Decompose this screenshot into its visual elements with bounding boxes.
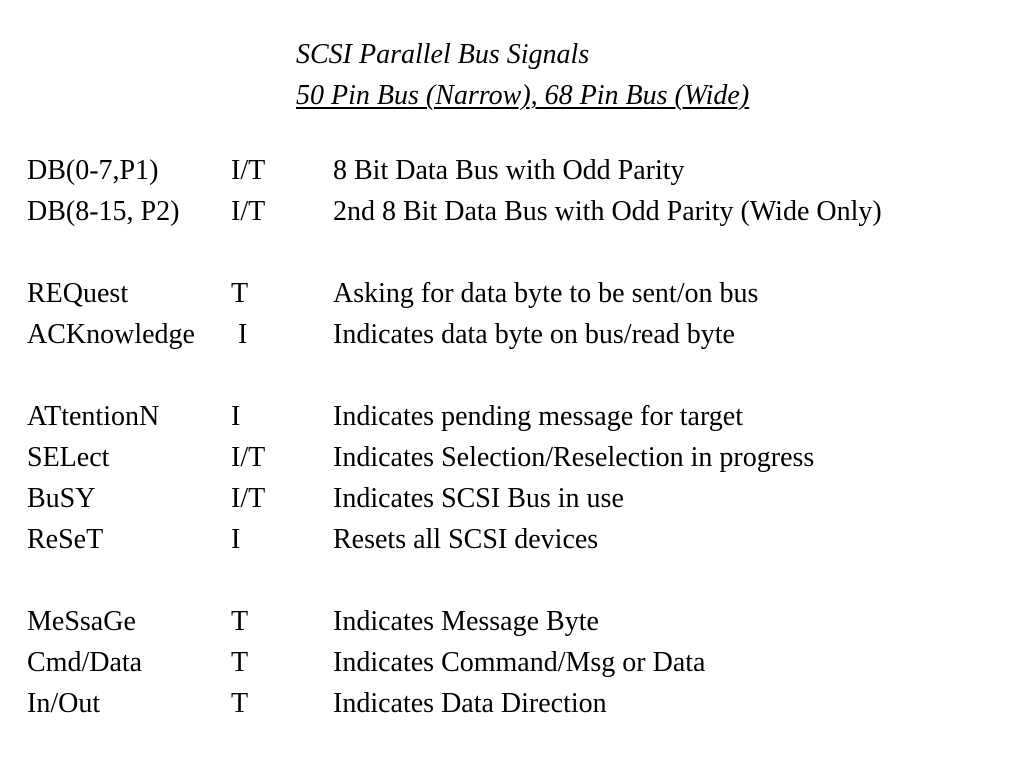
signal-name: DB(8-15, P2) [27, 196, 180, 227]
signal-name: REQuest [27, 278, 129, 309]
signal-direction: I/T [231, 442, 266, 473]
signal-description: Indicates data byte on bus/read byte [333, 319, 735, 350]
signal-name: BuSY [27, 483, 96, 514]
signal-direction: I/T [231, 483, 266, 514]
signal-name: SELect [27, 442, 110, 473]
signal-name: DB(0-7,P1) [27, 155, 159, 186]
signal-direction: T [231, 278, 249, 309]
signal-description: Indicates pending message for target [333, 401, 744, 432]
signal-direction: T [231, 606, 249, 637]
signal-description: 8 Bit Data Bus with Odd Parity [333, 155, 685, 186]
signal-name: ATtentionN [27, 401, 160, 432]
signal-description: Indicates Message Byte [333, 606, 599, 637]
signal-direction: T [231, 688, 249, 719]
signal-direction: I [231, 524, 241, 555]
signal-direction: I [231, 401, 241, 432]
title-block [296, 34, 749, 116]
signal-name: In/Out [27, 688, 101, 719]
signal-direction: I/T [231, 196, 266, 227]
signal-description: Indicates SCSI Bus in use [333, 483, 624, 514]
signal-description: Resets all SCSI devices [333, 524, 599, 555]
signal-direction: T [231, 647, 249, 678]
signal-direction: I [238, 319, 248, 350]
signal-description: Asking for data byte to be sent/on bus [333, 278, 759, 309]
signal-name: MeSsaGe [27, 606, 136, 637]
signal-description: Indicates Data Direction [333, 688, 607, 719]
signal-description: Indicates Command/Msg or Data [333, 647, 706, 678]
signal-direction: I/T [231, 155, 266, 186]
signal-name: ACKnowledge [27, 319, 195, 350]
signal-description: 2nd 8 Bit Data Bus with Odd Parity (Wide Only) [333, 196, 882, 227]
signal-name: ReSeT [27, 524, 104, 555]
slide-title: SCSI Parallel Bus Signals [296, 39, 590, 70]
signal-name: Cmd/Data [27, 647, 143, 678]
signal-description: Indicates Selection/Reselection in progress [333, 442, 815, 473]
slide-subtitle: 50 Pin Bus (Narrow), 68 Pin Bus (Wide) [296, 80, 750, 111]
